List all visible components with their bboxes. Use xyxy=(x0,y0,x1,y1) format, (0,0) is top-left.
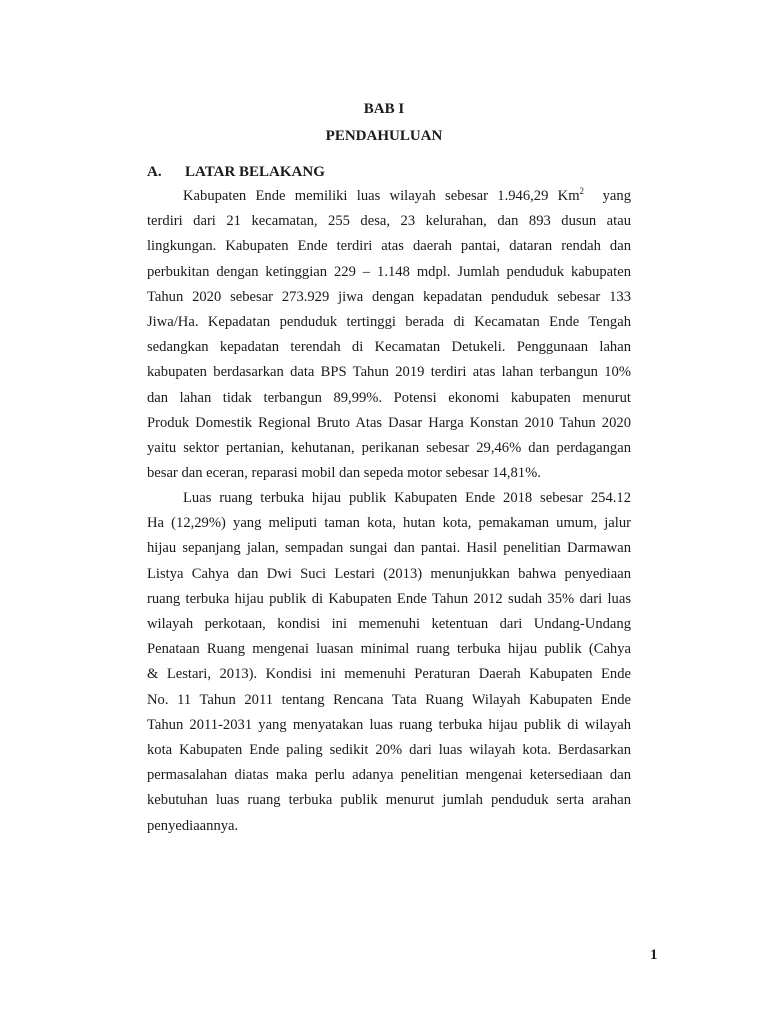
paragraph-line: kabupaten berdasarkan data BPS Tahun 2019 terdiri atas lahan terbangun 10% xyxy=(147,364,631,381)
paragraph-line: Ha (12,29%) yang meliputi taman kota, hutan kota, pemakaman umum, jalur xyxy=(147,515,631,532)
paragraph-line: kota Kabupaten Ende paling sedikit 20% dari luas wilayah kota. Berdasarkan xyxy=(147,742,631,759)
paragraph-line: & Lestari, 2013). Kondisi ini memenuhi Peraturan Daerah Kabupaten Ende xyxy=(147,666,631,683)
paragraph-line: Jiwa/Ha. Kepadatan penduduk tertinggi berada di Kecamatan Ende Tengah xyxy=(147,314,631,331)
section-title: LATAR BELAKANG xyxy=(185,164,325,180)
paragraph-line: dan lahan tidak terbangun 89,99%. Potensi ekonomi kabupaten menurut xyxy=(147,389,631,406)
paragraph-line: Tahun 2011-2031 yang menyatakan luas ruang terbuka hijau publik di wilayah xyxy=(147,716,631,733)
paragraph-line: Luas ruang terbuka hijau publik Kabupaten Ende 2018 sebesar 254.12 xyxy=(183,490,631,506)
superscript: 2 xyxy=(579,186,585,196)
paragraph-line: penyediaannya. xyxy=(147,817,239,834)
paragraph-line: yaitu sektor pertanian, kehutanan, perikanan sebesar 29,46% dan perdagangan xyxy=(147,440,631,457)
section-letter: A. xyxy=(147,164,162,180)
paragraph-line: Tahun 2020 sebesar 273.929 jiwa dengan kepadatan penduduk sebesar 133 xyxy=(147,288,631,305)
paragraph-line: No. 11 Tahun 2011 tentang Rencana Tata Ruang Wilayah Kabupaten Ende xyxy=(147,691,631,708)
chapter-number: BAB I xyxy=(363,101,405,117)
paragraph-line: terdiri dari 21 kecamatan, 255 desa, 23 kelurahan, dan 893 dusun atau xyxy=(147,213,631,230)
paragraph-line: Produk Domestik Regional Bruto Atas Dasar Harga Konstan 2010 Tahun 2020 xyxy=(147,414,631,431)
section-heading xyxy=(147,164,325,181)
paragraph-line: perbukitan dengan ketinggian 229 – 1.148 mdpl. Jumlah penduduk kabupaten xyxy=(147,263,631,280)
paragraph-line: lingkungan. Kabupaten Ende terdiri atas daerah pantai, dataran rendah dan xyxy=(147,238,631,255)
paragraph-background xyxy=(147,184,631,486)
paragraph-line: besar dan eceran, reparasi mobil dan sepeda motor sebesar 14,81%. xyxy=(147,465,541,482)
paragraph-line: ruang terbuka hijau publik di Kabupaten Ende Tahun 2012 sudah 35% dari luas xyxy=(147,590,631,607)
chapter-title: PENDAHULUAN xyxy=(325,128,443,144)
paragraph-line: permasalahan diatas maka perlu adanya penelitian mengenai ketersediaan dan xyxy=(147,767,631,784)
paragraph-line: Kabupaten Ende memiliki luas wilayah sebesar 1.946,29 Km$^2$ yang xyxy=(183,186,631,204)
paragraph-line: hijau sepanjang jalan, sempadan sungai dan pantai. Hasil penelitian Darmawan xyxy=(147,540,631,557)
paragraph-line: wilayah perkotaan, kondisi ini memenuhi ketentuan dari Undang-Undang xyxy=(147,616,631,633)
paragraph-line: sedangkan kepadatan terendah di Kecamatan Detukeli. Penggunaan lahan xyxy=(147,339,631,356)
paragraph-ruang-terbuka-hijau xyxy=(147,486,631,839)
paragraph-line: kebutuhan luas ruang terbuka publik menurut jumlah penduduk serta arahan xyxy=(147,792,631,809)
page-number: 1 xyxy=(650,947,658,963)
paragraph-line: Penataan Ruang mengenai luasan minimal ruang terbuka hijau publik (Cahya xyxy=(147,641,631,658)
paragraph-line: Listya Cahya dan Dwi Suci Lestari (2013) menunjukkan bahwa penyediaan xyxy=(147,565,631,582)
